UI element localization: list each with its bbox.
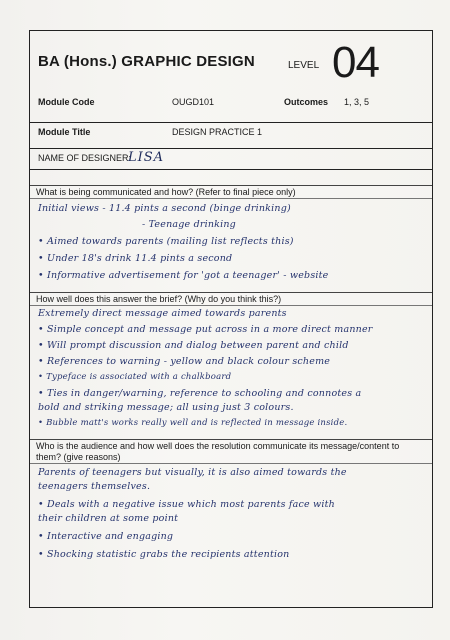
section2-line: • Bubble matt's works really well and is reflected in message inside. bbox=[38, 418, 348, 428]
section2-line: bold and striking message; all using just 3 colours. bbox=[38, 402, 294, 413]
outcomes-label: Outcomes bbox=[284, 97, 329, 107]
section2-line: • Will prompt discussion and dialog between parent and child bbox=[38, 340, 349, 351]
section3-line: • Interactive and engaging bbox=[38, 531, 174, 542]
section2-question: How well does this answer the brief? (Why do you think this?) bbox=[30, 292, 432, 306]
section3-line: Parents of teenagers but visually, it is also aimed towards the bbox=[38, 467, 347, 478]
designer-name-row bbox=[30, 148, 432, 170]
section3-question: Who is the audience and how well does the resolution communicate its message/content to them? (give reasons) bbox=[30, 439, 432, 464]
section1-line: - Teenage drinking bbox=[142, 219, 236, 230]
module-code-label: Module Code bbox=[38, 97, 95, 107]
section2-line: • Ties in danger/warning, reference to schooling and connotes a bbox=[38, 388, 362, 399]
header-divider bbox=[30, 122, 432, 123]
outcomes-value: 1, 3, 5 bbox=[344, 97, 370, 107]
module-title-value: DESIGN PRACTICE 1 bbox=[172, 127, 263, 137]
section3-line: their children at some point bbox=[38, 513, 179, 524]
programme-title: BA (Hons.) GRAPHIC DESIGN bbox=[38, 53, 255, 70]
section3-line: • Deals with a negative issue which most parents face with bbox=[38, 499, 335, 510]
section2-line: • Simple concept and message put across in a more direct manner bbox=[38, 324, 373, 335]
section2-line: • Typeface is associated with a chalkboard bbox=[38, 372, 232, 382]
section1-question: What is being communicated and how? (Refer to final piece only) bbox=[30, 185, 432, 199]
section3-line: teenagers themselves. bbox=[38, 481, 151, 492]
feedback-form bbox=[29, 30, 433, 608]
section1-line: Initial views - 11.4 pints a second (binge drinking) bbox=[38, 203, 291, 214]
section3-line: • Shocking statistic grabs the recipients attention bbox=[38, 549, 290, 560]
module-title-label: Module Title bbox=[38, 127, 91, 137]
designer-name-label: NAME OF DESIGNER: bbox=[38, 153, 132, 163]
section2-line: • References to warning - yellow and black colour scheme bbox=[38, 356, 331, 367]
designer-name-value: LISA bbox=[128, 150, 165, 165]
section1-line: • Aimed towards parents (mailing list reflects this) bbox=[38, 236, 294, 247]
section1-line: • Under 18's drink 11.4 pints a second bbox=[38, 253, 233, 264]
section1-line: • Informative advertisement for 'got a teenager' - website bbox=[38, 270, 329, 281]
module-code-value: OUGD101 bbox=[172, 97, 215, 107]
level-number: 04 bbox=[332, 38, 379, 87]
section2-line: Extremely direct message aimed towards parents bbox=[38, 308, 287, 319]
level-label: LEVEL bbox=[288, 60, 320, 71]
